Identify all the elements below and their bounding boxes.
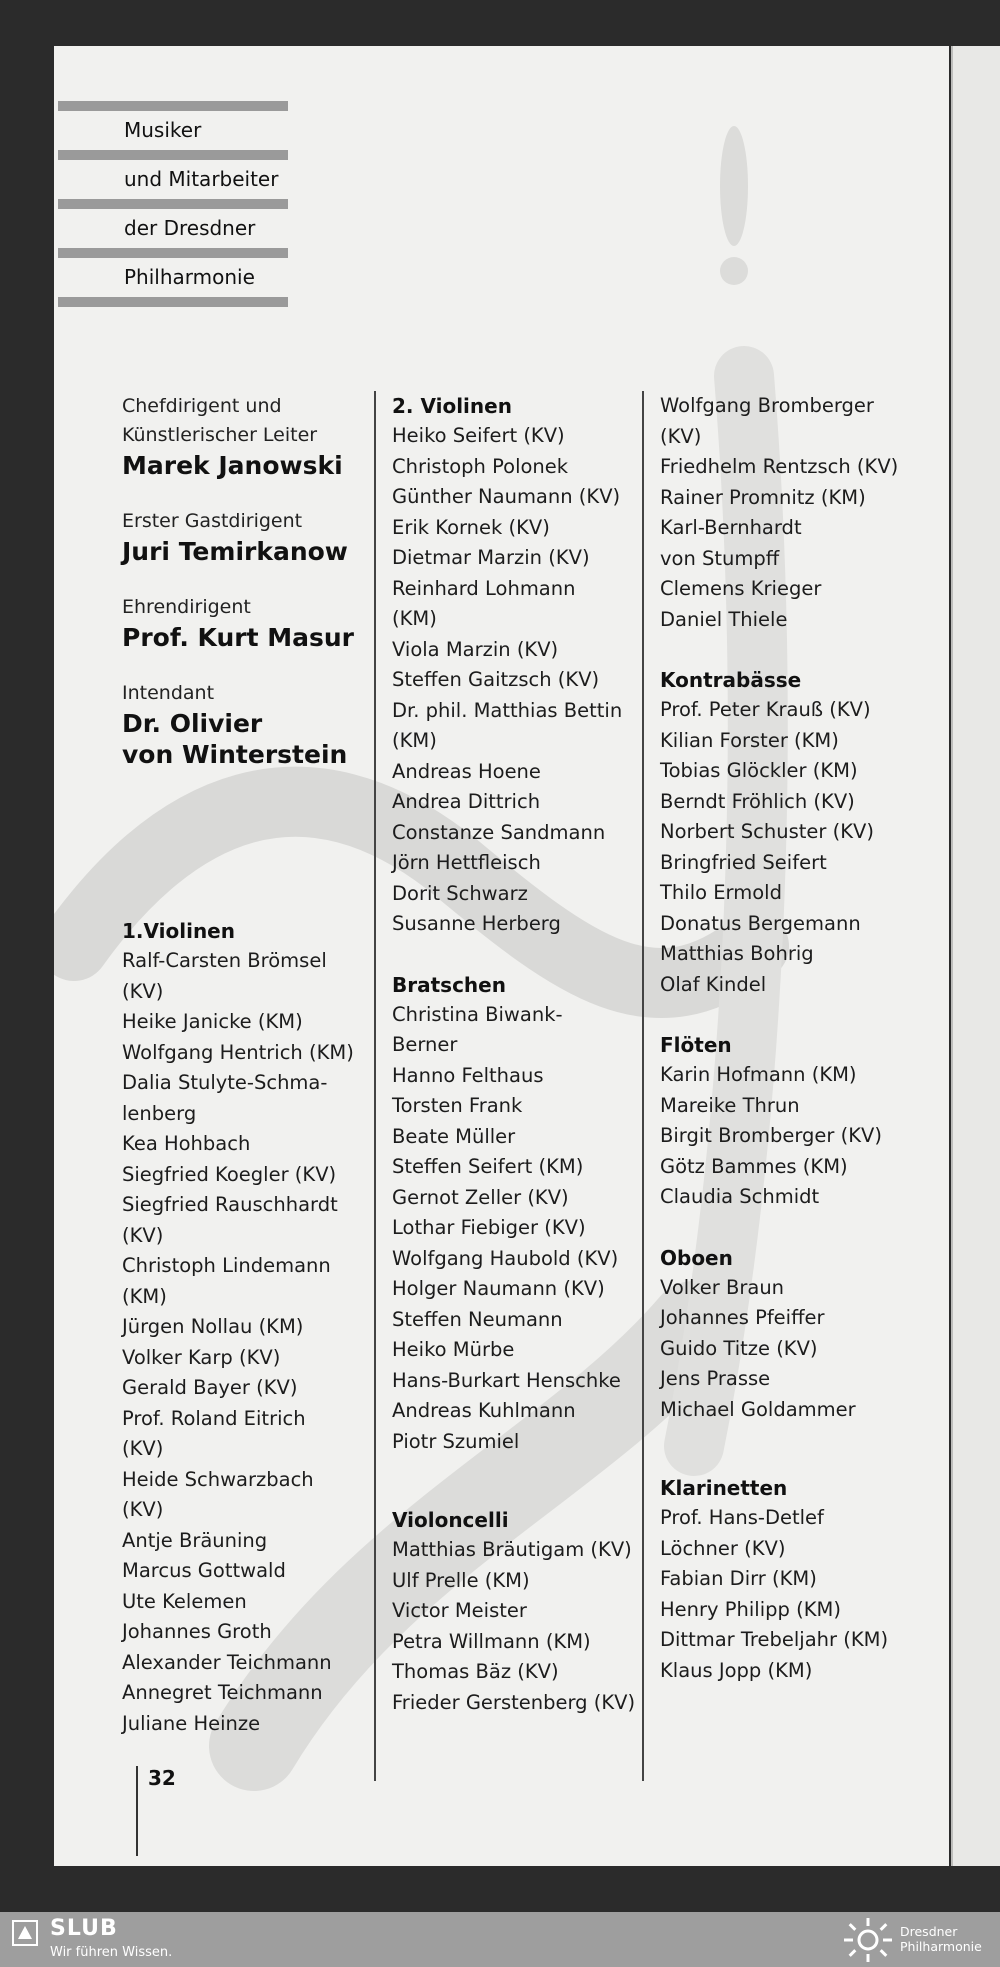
section-header (58, 101, 288, 307)
member-name: Berndt Fröhlich (KV) (660, 789, 855, 813)
member-name: Victor Meister (392, 1599, 527, 1622)
document-page (54, 46, 949, 1866)
slub-tagline: Wir führen Wissen. (50, 1945, 173, 1960)
header-line: Philharmonie (124, 265, 255, 289)
member-name: Volker Braun (660, 1275, 785, 1299)
member-name: Piotr Szumiel (392, 1429, 520, 1453)
slub-title: SLUB (50, 1916, 118, 1941)
header-line: und Mitarbeiter (124, 167, 279, 191)
member-name: Juliane Heinze (122, 1711, 261, 1735)
member-name: Mareike Thrun (660, 1093, 800, 1117)
member-name: Dittmar Trebeljahr (KM) (660, 1628, 889, 1651)
member-name: Dietmar Marzin (KV) (392, 546, 590, 569)
leader-name: Juri Temirkanow (122, 537, 348, 566)
member-name: Constanze Sandmann (392, 820, 606, 844)
member-name: von Stumpff (660, 546, 780, 570)
section-title-oboen: Oboen (660, 1245, 733, 1270)
page-number: 32 (136, 1766, 176, 1856)
member-name: Torsten Frank (392, 1094, 523, 1117)
member-name: Christoph Lindemann (122, 1254, 331, 1277)
member-name: Gerald Bayer (KV) (122, 1376, 298, 1399)
header-bar (58, 199, 288, 209)
member-name: Wolfgang Haubold (KV) (392, 1246, 619, 1270)
section-title-violoncelli: Violoncelli (392, 1508, 509, 1532)
member-name: Hans-Burkart Henschke (392, 1368, 621, 1392)
partner-name-line: Dresdner (900, 1924, 958, 1939)
partner-name-line: Philharmonie (900, 1939, 982, 1954)
header-line: Musiker (124, 118, 202, 142)
member-name: Günther Naumann (KV) (392, 485, 621, 508)
member-name: Andreas Kuhlmann (392, 1399, 576, 1422)
member-name: lenberg (122, 1101, 197, 1125)
column-middle (392, 391, 654, 1718)
member-name: Steffen Seifert (KM) (392, 1155, 584, 1178)
member-name: Karl-Bernhardt (660, 516, 802, 539)
member-name: Thilo Ermold (660, 881, 782, 904)
member-name: Reinhard Lohmann (392, 576, 576, 600)
member-list-kontrabaesse (660, 695, 942, 1000)
member-name: Beate Müller (392, 1124, 516, 1148)
member-list-violinen1 (122, 946, 382, 1739)
leader-role: Chefdirigent und (122, 395, 282, 417)
member-name: Ute Kelemen (122, 1589, 247, 1613)
member-name: Siegfried Rauschhardt (122, 1193, 338, 1216)
leader-role: Künstlerischer Leiter (122, 424, 318, 446)
header-bar (58, 297, 288, 307)
member-name: Matthias Bohrig (660, 942, 814, 965)
member-name: Dorit Schwarz (392, 881, 528, 905)
member-name: Lothar Fiebiger (KV) (392, 1216, 586, 1239)
member-name: Matthias Bräutigam (KV) (392, 1538, 632, 1561)
leader-name: Prof. Kurt Masur (122, 623, 355, 652)
member-name: (KM) (122, 1284, 167, 1308)
member-name: Jörn Hettfleisch (392, 851, 541, 874)
member-name: Löchner (KV) (660, 1536, 786, 1560)
member-name: Alexander Teichmann (122, 1650, 332, 1674)
leader-block (122, 392, 382, 481)
member-name: Henry Philipp (KM) (660, 1597, 841, 1621)
member-name: Guido Titze (KV) (660, 1336, 818, 1360)
member-name: (KV) (122, 979, 164, 1003)
member-name: Wolfgang Hentrich (KM) (122, 1040, 354, 1064)
header-bar (58, 248, 288, 258)
member-list-violoncelli (392, 1535, 654, 1718)
member-name: Kea Hohbach (122, 1132, 251, 1155)
member-name: Marcus Gottwald (122, 1559, 286, 1582)
member-name: Dr. phil. Matthias Bettin (392, 698, 623, 722)
leader-name: von Winterstein (122, 740, 348, 769)
member-list-klarinetten (660, 1503, 942, 1686)
member-name: Annegret Teichmann (122, 1681, 323, 1704)
member-name: (KV) (660, 424, 702, 448)
leader-block (122, 593, 382, 653)
member-name: (KV) (122, 1437, 164, 1460)
member-name: Jürgen Nollau (KM) (122, 1315, 304, 1338)
column-left (122, 392, 382, 1739)
member-name: Johannes Pfeiffer (660, 1306, 825, 1329)
member-name: Heiko Seifert (KV) (392, 424, 565, 447)
member-name: Holger Naumann (KV) (392, 1277, 605, 1300)
member-name: Tobias Glöckler (KM) (660, 759, 858, 782)
member-name: Johannes Groth (122, 1620, 272, 1643)
member-name: Susanne Herberg (392, 912, 561, 935)
member-name: Norbert Schuster (KV) (660, 820, 874, 843)
member-name: Karin Hofmann (KM) (660, 1063, 857, 1086)
footer-bar (0, 1912, 1000, 1967)
member-name: Antje Bräuning (122, 1528, 268, 1552)
member-list-floeten (660, 1060, 942, 1213)
member-name: Prof. Peter Krauß (KV) (660, 698, 871, 721)
member-name: Rainer Promnitz (KM) (660, 485, 866, 509)
member-name: Hanno Felthaus (392, 1063, 544, 1087)
member-name: Prof. Hans-Detlef (660, 1506, 824, 1529)
header-bar (58, 101, 288, 111)
section-title-floeten: Flöten (660, 1033, 732, 1057)
member-name: (KV) (122, 1498, 164, 1521)
member-name: Frieder Gerstenberg (KV) (392, 1690, 636, 1714)
member-name: Steffen Neumann (392, 1307, 563, 1331)
leader-name: Marek Janowski (122, 451, 343, 480)
section-title-violinen2: 2. Violinen (392, 394, 512, 418)
member-name: Ralf-Carsten Brömsel (122, 949, 327, 972)
member-name: Steffen Gaitzsch (KV) (392, 668, 600, 691)
member-name: Jens Prasse (660, 1367, 771, 1390)
member-name: Thomas Bäz (KV) (392, 1660, 559, 1683)
leader-role: Erster Gastdirigent (122, 510, 303, 532)
member-name: Heiko Mürbe (392, 1338, 515, 1361)
member-name: Viola Marzin (KV) (392, 637, 559, 661)
member-name: Klaus Jopp (KM) (660, 1658, 813, 1682)
member-name: Michael Goldammer (660, 1397, 856, 1421)
member-name: Clemens Krieger (660, 577, 822, 600)
member-name: Gernot Zeller (KV) (392, 1185, 569, 1209)
dresdner-philharmonie-logo-icon (842, 1917, 894, 1963)
member-name: Andrea Dittrich (392, 790, 541, 813)
leader-role: Ehrendirigent (122, 596, 251, 618)
member-name: Wolfgang Bromberger (660, 394, 874, 417)
member-name: Ulf Prelle (KM) (392, 1568, 530, 1592)
next-page-edge (951, 46, 1000, 1866)
member-list-oboen (660, 1273, 942, 1426)
leader-block (122, 679, 382, 770)
section-title-violinen1: 1.Violinen (122, 919, 235, 943)
slub-logo-icon (12, 1920, 38, 1946)
member-name: Andreas Hoene (392, 759, 541, 783)
member-name: (KV) (122, 1223, 164, 1247)
member-name: Birgit Bromberger (KV) (660, 1124, 882, 1147)
leader-role: Intendant (122, 682, 215, 704)
member-name: Volker Karp (KV) (122, 1345, 281, 1369)
leadership-list (122, 392, 382, 770)
member-name: Donatus Bergemann (660, 911, 861, 935)
member-name: Christoph Polonek (392, 454, 569, 478)
member-name: Erik Kornek (KV) (392, 515, 550, 539)
section-title-klarinetten: Klarinetten (660, 1476, 788, 1500)
partner-name (900, 1924, 982, 1954)
header-bar (58, 150, 288, 160)
member-list-violinen2 (392, 421, 654, 940)
member-name: Daniel Thiele (660, 607, 788, 631)
section-title-bratschen: Bratschen (392, 972, 506, 997)
header-line: der Dresdner (124, 216, 256, 240)
column-right (660, 391, 942, 1686)
member-name: Fabian Dirr (KM) (660, 1567, 817, 1590)
member-name: Götz Bammes (KM) (660, 1154, 848, 1178)
member-name: Bringfried Seifert (660, 850, 827, 874)
member-name: Claudia Schmidt (660, 1185, 820, 1208)
member-name: Petra Willmann (KM) (392, 1629, 591, 1653)
member-name: Siegfried Koegler (KV) (122, 1162, 337, 1186)
member-name: Heike Janicke (KM) (122, 1010, 303, 1033)
member-list-violoncelli-continued (660, 391, 942, 635)
member-list-bratschen (392, 1000, 654, 1458)
member-name: Kilian Forster (KM) (660, 728, 839, 752)
member-name: Prof. Roland Eitrich (122, 1406, 306, 1430)
section-title-kontrabaesse: Kontrabässe (660, 668, 802, 692)
leader-name: Dr. Olivier (122, 709, 263, 738)
member-name: (KM) (392, 729, 437, 752)
member-name: Christina Biwank- (392, 1002, 563, 1026)
member-name: Berner (392, 1033, 458, 1056)
member-name: Dalia Stulyte-Schma- (122, 1071, 328, 1094)
member-name: Friedhelm Rentzsch (KV) (660, 455, 899, 478)
member-name: (KM) (392, 607, 437, 630)
leader-block (122, 507, 382, 567)
member-name: Olaf Kindel (660, 972, 767, 996)
member-name: Heide Schwarzbach (122, 1467, 314, 1491)
